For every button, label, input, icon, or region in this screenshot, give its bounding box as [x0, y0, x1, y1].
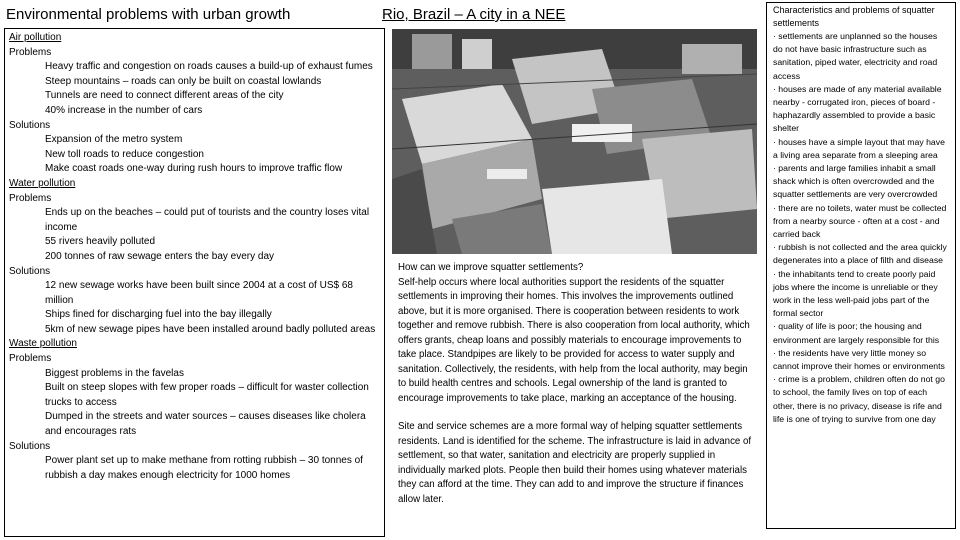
- urban-problems-box: [4, 28, 385, 537]
- list-item: Power plant set up to make methane from rotting rubbish – 30 tonnes of rubbish a day makes enough electricity for 1000 homes: [45, 455, 363, 481]
- list-item: Biggest problems in the favelas: [45, 367, 184, 379]
- list-item: Make coast roads one-way during rush hours to improve traffic flow: [45, 163, 343, 175]
- list-item: Heavy traffic and congestion on roads causes a build-up of exhaust fumes: [45, 61, 373, 73]
- characteristic-item: · the inhabitants tend to create poorly paid jobs where the income is unreliable or they work in the less well-paid jobs part of the formal sector: [773, 268, 938, 319]
- list-item: 55 rivers heavily polluted: [45, 236, 156, 248]
- characteristics-list: [773, 30, 949, 426]
- favela-photo: [392, 29, 757, 254]
- squatter-improvement-text: [398, 261, 758, 507]
- list-item: 5km of new sewage pipes have been installed around badly polluted areas: [45, 323, 376, 335]
- characteristic-item: · the residents have very little money so cannot improve their homes or environments: [773, 347, 945, 372]
- list-item: Built on steep slopes with few proper roads – difficult for waster collection trucks to access: [45, 382, 369, 408]
- group-label: Problems: [9, 46, 52, 58]
- characteristics-box: [766, 2, 956, 529]
- list-item: Steep mountains – roads can only be built on coastal lowlands: [45, 75, 322, 87]
- mid-title: Rio, Brazil – A city in a NEE: [382, 6, 566, 23]
- characteristic-item: · crime is a problem, children often do not go to school, the family lives on top of each other, there is no privacy, disease is rife and life is one of trying to survive from one day: [773, 374, 945, 424]
- section-heading: Water pollution: [9, 177, 76, 189]
- list-item: Tunnels are need to connect different areas of the city: [45, 90, 284, 102]
- characteristic-item: · houses have a simple layout that may have a living area separate from a sleeping area: [773, 136, 945, 160]
- characteristic-item: · quality of life is poor; the housing and environment are largely responsible for this: [773, 321, 940, 345]
- list-item: Ships fined for discharging fuel into the bay illegally: [45, 309, 272, 321]
- left-title: Environmental problems with urban growth: [6, 6, 291, 23]
- list-item: New toll roads to reduce congestion: [45, 148, 204, 160]
- characteristic-item: · houses are made of any material available nearby - corrugated iron, pieces of board - haphazardly assembled to provide a basic shelter: [773, 83, 942, 134]
- site-service-paragraph: Site and service schemes are a more formal way of helping squatter settlements residents. Land is identified for the scheme. The infrastructure is laid in advance of settlement, so that water, sanitation and electricity are properly supplied in individually marked plots. People then build their homes using whatever materials they can afford at the time. They can add to and improve the structure if finances allow later.: [398, 421, 752, 505]
- group-label: Problems: [9, 192, 52, 204]
- group-label: Problems: [9, 353, 52, 365]
- characteristics-title: Characteristics and problems of squatter settlements: [773, 5, 935, 28]
- list-item: Dumped in the streets and water sources – causes diseases like cholera and encourages rats: [45, 411, 366, 438]
- group-label: Solutions: [9, 119, 51, 131]
- list-item: Ends up on the beaches – could put of tourists and the country loses vital income: [45, 207, 370, 233]
- list-item: 200 tonnes of raw sewage enters the bay every day: [45, 250, 275, 262]
- list-item: 40% increase in the number of cars: [45, 104, 203, 116]
- characteristic-item: · rubbish is not collected and the area quickly degenerates into a place of filth and disease: [773, 242, 947, 266]
- list-item: 12 new sewage works have been built since 2004 at a cost of US$ 68 million: [45, 280, 353, 306]
- group-label: Solutions: [9, 265, 51, 277]
- group-label: Solutions: [9, 440, 51, 452]
- characteristic-item: · there are no toilets, water must be collected from a nearby source - often at a cost - and carried back: [773, 202, 947, 240]
- self-help-paragraph: Self-help occurs where local authorities support the residents of the squatter settlements in improving their homes. This involves the improvements outlined above, but it is more organised. There is cooperation between residents to work together and remove rubbish. There is also cooperation from local authority, which offers grants, cheap loans and possibly materials to encourage improvements to take place. Standpipes are likely to be provided for access to water supply and sanitation. Collectively, the residents, with help from the local authority, may begin to build health centres and schools. Legal ownership of the land is granted to encourage improvements to take place, marking an acceptance of the housing.: [398, 276, 750, 404]
- characteristic-item: · settlements are unplanned so the houses do not have basic infrastructure such as sanitation, piped water, electricity and road access: [773, 31, 938, 81]
- favela-photo-art: [392, 29, 757, 254]
- list-item: Expansion of the metro system: [45, 134, 183, 146]
- improvement-question: How can we improve squatter settlements?: [398, 262, 584, 273]
- section-heading: Air pollution: [9, 32, 62, 43]
- section-heading: Waste pollution: [9, 338, 77, 350]
- characteristic-item: · parents and large families inhabit a small shack which is often overcrowded and the squatter settlements are very overcrowded: [773, 163, 938, 200]
